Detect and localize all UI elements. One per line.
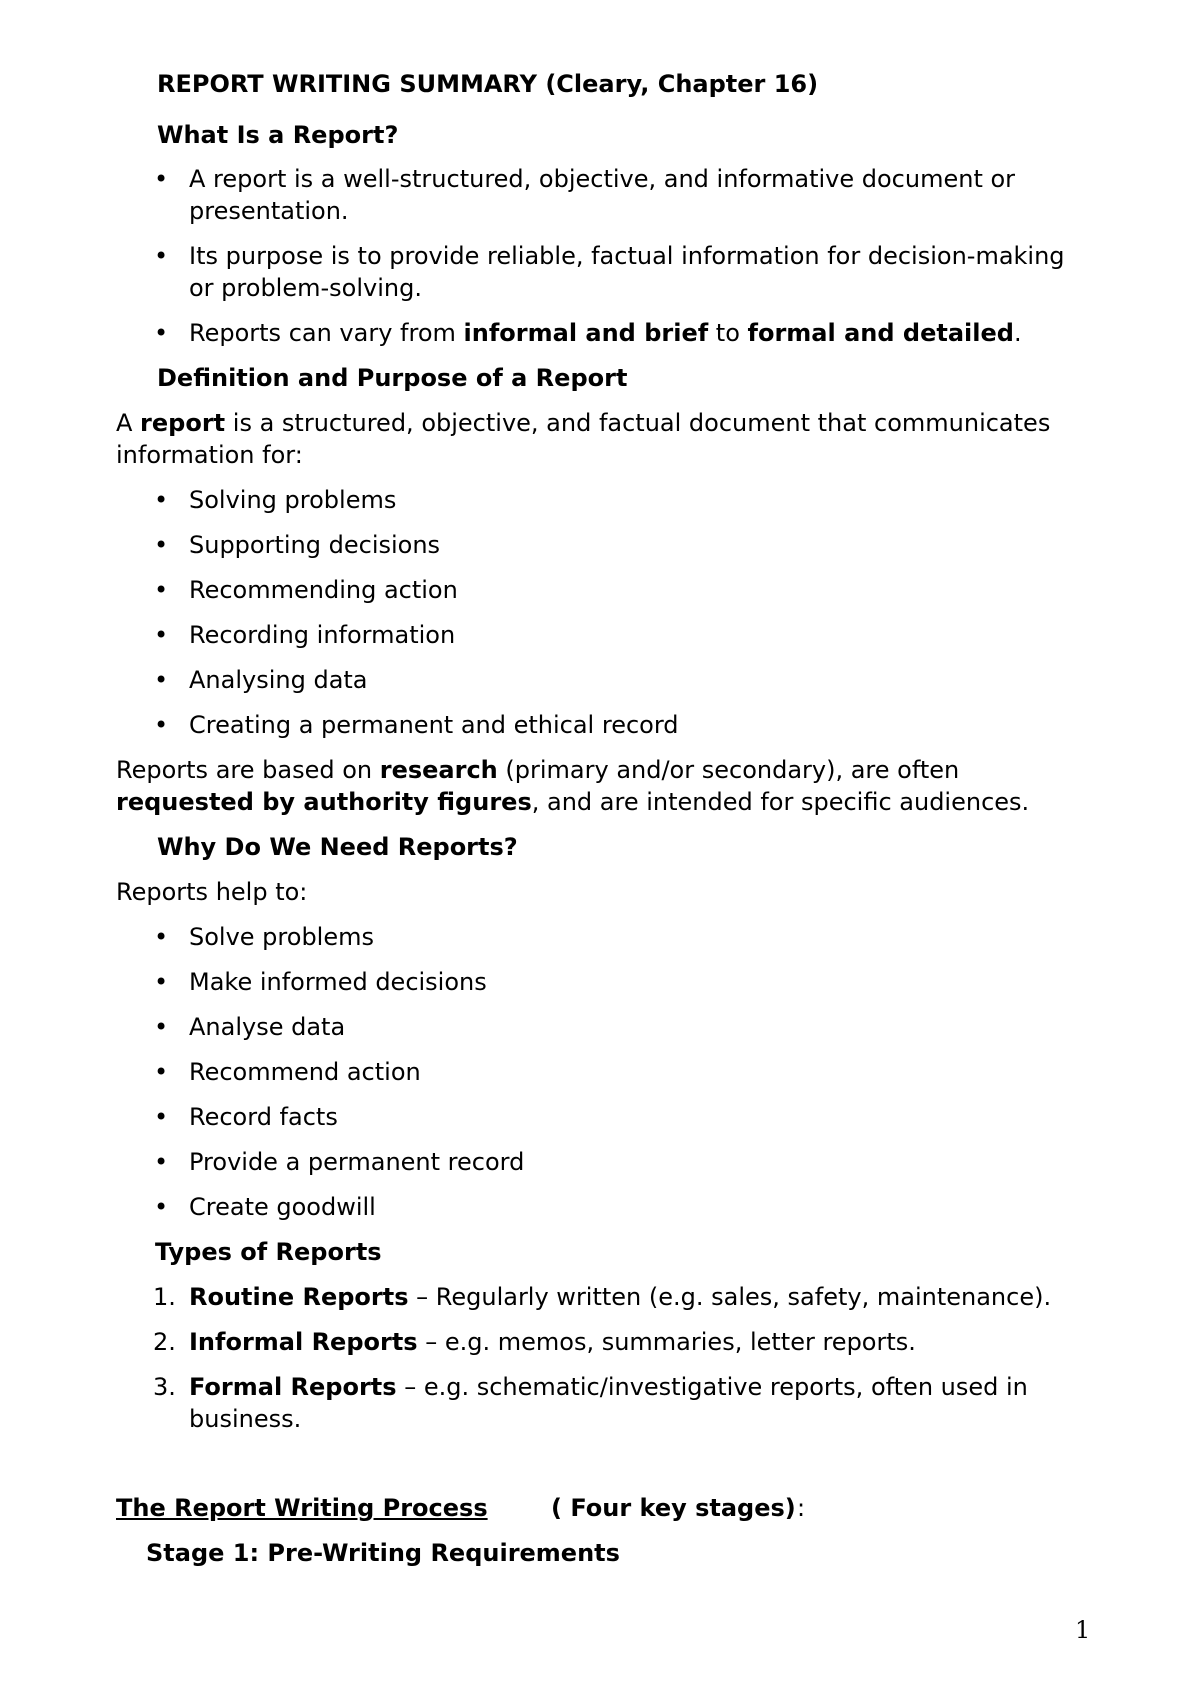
- document-title: REPORT WRITING SUMMARY (Cleary, Chapter 16): [157, 70, 819, 98]
- bullet-icon: •: [154, 666, 169, 694]
- bullet-icon: •: [154, 1058, 169, 1086]
- bullet-icon: •: [154, 621, 169, 649]
- process-subheading: ( Four key stages): [551, 1494, 796, 1522]
- process-colon: :: [797, 1494, 806, 1522]
- page-number: 1: [1075, 1616, 1091, 1644]
- bullet-icon: •: [154, 486, 169, 514]
- paragraph: Reports help to:: [116, 878, 308, 906]
- bullet-icon: •: [154, 1013, 169, 1041]
- process-heading: The Report Writing Process: [116, 1494, 488, 1522]
- heading-definition-and-purpose: Definition and Purpose of a Report: [157, 364, 628, 392]
- item-number: 1.: [153, 1283, 176, 1311]
- item-number: 2.: [153, 1328, 176, 1356]
- bullet-icon: •: [154, 319, 169, 347]
- paragraph-continuation: information for:: [116, 441, 303, 469]
- bullet-icon: •: [154, 711, 169, 739]
- bullet-icon: •: [154, 923, 169, 951]
- paragraph-continuation: requested by authority figures, and are intended for specific audiences.: [116, 788, 1030, 816]
- bullet-icon: •: [154, 1103, 169, 1131]
- paragraph: Reports are based on research (primary and/or secondary), are often: [116, 756, 960, 784]
- paragraph: A report is a structured, objective, and factual document that communicates: [116, 409, 1051, 437]
- bullet-icon: •: [154, 576, 169, 604]
- heading-why-do-we-need-reports: Why Do We Need Reports?: [157, 833, 518, 861]
- bullet-icon: •: [154, 1193, 169, 1221]
- bullet-icon: •: [154, 1148, 169, 1176]
- heading-what-is-a-report: What Is a Report?: [157, 121, 399, 149]
- bullet-icon: •: [154, 531, 169, 559]
- bullet-text: Reports can vary from informal and brief to formal and detailed.: [189, 319, 1022, 347]
- item-number: 3.: [153, 1373, 176, 1401]
- heading-types-of-reports: Types of Reports: [155, 1238, 382, 1266]
- stage-1-heading: Stage 1: Pre-Writing Requirements: [146, 1539, 620, 1567]
- document-page: REPORT WRITING SUMMARY (Cleary, Chapter 16) What Is a Report? • A report is a well-structured, objective, and informative document or presentation. • Its purpose is to provide reliable, factual information for decision-making or problem-solving. • Reports can vary from informal and brief to formal and detailed. Definition and Purpose of a Report A report is a structured, objective, and factual document that communicates information for: • Solving problems • Supporting decisions • Recommending action • Recording information • Analysing data • Creating a permanent and ethical record Reports are based on research (primary and/or secondary), are often requested by authority figures, and are intended for specific audiences. Why Do We Need Reports? Reports help to: • Solve problems • Make informed decisions • Analyse data • Recommend action • Record facts • Provide a permanent record • Create goodwill Types of Reports 1. Routine Reports – Regularly written (e.g. sales, safety, maintenance). 2. Informal Reports – e.g. memos, summaries, letter reports. 3. Formal Reports – e.g. schematic/investigative reports, often used in business. The Report Writing Process ( Four key stages) : Stage 1: Pre-Writing Requirements 1: [0, 0, 1200, 1696]
- bullet-icon: •: [154, 165, 169, 193]
- bullet-text: A report is a well-structured, objective, and informative document or: [189, 165, 1016, 193]
- bullet-icon: •: [154, 968, 169, 996]
- bullet-text: Its purpose is to provide reliable, factual information for decision-making: [189, 242, 1065, 270]
- bullet-icon: •: [154, 242, 169, 270]
